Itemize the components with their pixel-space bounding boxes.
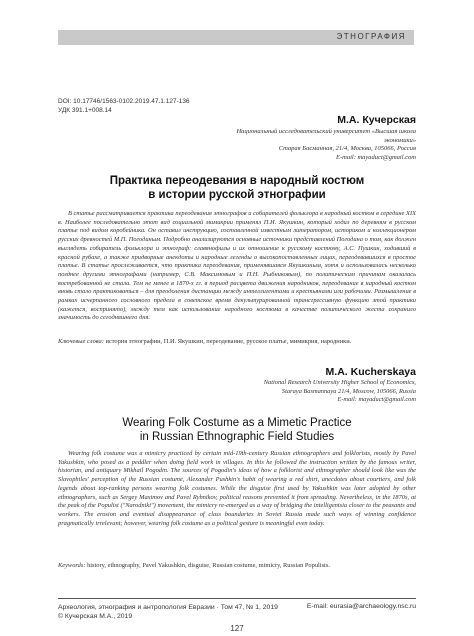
affiliation-email[interactable]: E-mail: mayaduct@gmail.com bbox=[337, 396, 416, 404]
title-line: в истории русской этнографии bbox=[148, 189, 326, 201]
footer-citation bbox=[58, 603, 298, 621]
article-title-ru bbox=[58, 174, 416, 202]
title-line: in Russian Ethnographic Field Studies bbox=[139, 431, 335, 443]
author-name-ru: М.А. Кучерская bbox=[337, 114, 416, 126]
affiliation-line: National Research University Higher School of Economics, bbox=[263, 379, 416, 386]
keywords-ru bbox=[58, 338, 416, 347]
title-line: Wearing Folk Costume as a Mimetic Practice bbox=[122, 417, 352, 429]
title-line: Практика переодевания в народный костюм bbox=[109, 175, 365, 187]
keywords-label: Keywords: bbox=[58, 562, 86, 569]
footer-divider bbox=[58, 598, 416, 599]
section-header-bar bbox=[58, 30, 414, 45]
keywords-label: Ключевые слова: bbox=[58, 338, 104, 345]
author-name-en: M.A. Kucherskaya bbox=[325, 366, 416, 378]
author-affiliation-ru bbox=[216, 128, 416, 162]
doi-line: DOI: 10.17746/1563-0102.2019.47.1.127-136 bbox=[58, 98, 190, 105]
affiliation-address: Staraya Basmannaya 21/4, Moscow, 105066, Russia bbox=[281, 387, 416, 395]
author-affiliation-en bbox=[216, 379, 416, 405]
abstract-ru: В статье рассматривается практика переодевания этнографов и собирателей фольклора в народный костюм в середине XIX в. Наиболее последовательно этот вид социальной мимикрии применял П.И. Якушкин, который ходил по деревням в русском платье под видом коробейника. Он оставил инструкцию, составленной известным литератором, историком и коллекционером русских древностей М.П. Погодиным. Подробно анализируются основные источники представлений Погодина о том, как должен выглядеть собиратель фольклора и этнограф: славянофилы и их отношение к русскому костюму, А.С. Пушкин, ходивший в красной рубахе, а также придворные анекдоты и народные легенды о высокопоставленных лицах, переодевавшихся в простое платье. В статье прослеживается, что практика переодевания, применявшаяся Якушкиным, хотя и использовалась несколько позднее другими этнографами (например, С.В. Максимовым и П.Н. Рыбниковым), по политическим причинам оказалась востребованной не стала. Тем не менее в 1870-х гг. в период расцвета движения народников, переодевание в народный костюм вновь стало практиковаться – для преодоления дистанции между интеллигентами и крестьянами или рабочими. Размышление в рамках исчерпанного сословного предела в советское время декультурированной трансгрессивную функцию этой практики (кажется, воспринято), между тем как использование народного костюма в качестве политического жеста сохранило значимость до сегодняшнего дня. bbox=[58, 210, 416, 322]
page-number: 127 bbox=[230, 624, 244, 633]
journal-email[interactable]: E-mail: eurasia@archaeology.nsc.ru bbox=[306, 603, 416, 610]
section-label: ЭТНОГРАФИЯ bbox=[336, 32, 406, 41]
abstract-en: Wearing folk costume was a mimicry practiced by certain mid-19th-century Russian ethnographers and folklorists, mostly by Pavel Yakushkin, who posed as a peddler when doing field work in villages. In this he followed the instruction written by the famous writer, historian, and antiquary Mikhail Pogodin. The sources of Pogodin's ideas of how a folklorist and ethnographer should look like was the Slavophiles' perception of the Russian costume, Alexander Pushkin's habit of wearing a red shirt, anecdotes about courtiers, and folk legends about top-ranking persons wearing folk costumes. While the disguise first used by Yakushkin was later adopted by other ethnographers, such as Sergey Maximov and Pavel Rybnikov, political reasons prevented it from spreading. Nevertheless, in the 1870s, at the peak of the Populist ("Narodniki") movement, the mimicry re-emerged as a way of bridging the intelligentsia closer to the peasants and workers. The erosion and eventual disappearance of class boundaries in Soviet Russia made such ways of winning confidence pragmatically irrelevant; however, wearing folk costume as a political gesture is meaningful even today. bbox=[58, 450, 416, 527]
affiliation-line: Национальный исследовательский университет «Высшая школа экономики» bbox=[236, 128, 416, 144]
journal-citation: Археология, этнография и антропология Евразии · Том 47, № 1, 2019 bbox=[58, 604, 278, 611]
affiliation-address: Старая Басманная, 21/4, Москва, 105066, Россия bbox=[278, 145, 416, 153]
udk-line: УДК 391.1+008.14 bbox=[58, 107, 112, 114]
keywords-en bbox=[58, 562, 416, 571]
keywords-text: история этнографии, П.И. Якушкин, переодевание, русское платье, мимикрия, народники. bbox=[105, 338, 352, 345]
keywords-text: history, ethnography, Pavel Yakushkin, disguise, Russian costume, mimicry, Russian Populists. bbox=[87, 562, 330, 569]
affiliation-email[interactable]: E-mail: mayaduct@gmail.com bbox=[336, 153, 416, 161]
article-title-en bbox=[58, 416, 416, 444]
copyright: © Кучерская М.А., 2019 bbox=[58, 613, 133, 620]
